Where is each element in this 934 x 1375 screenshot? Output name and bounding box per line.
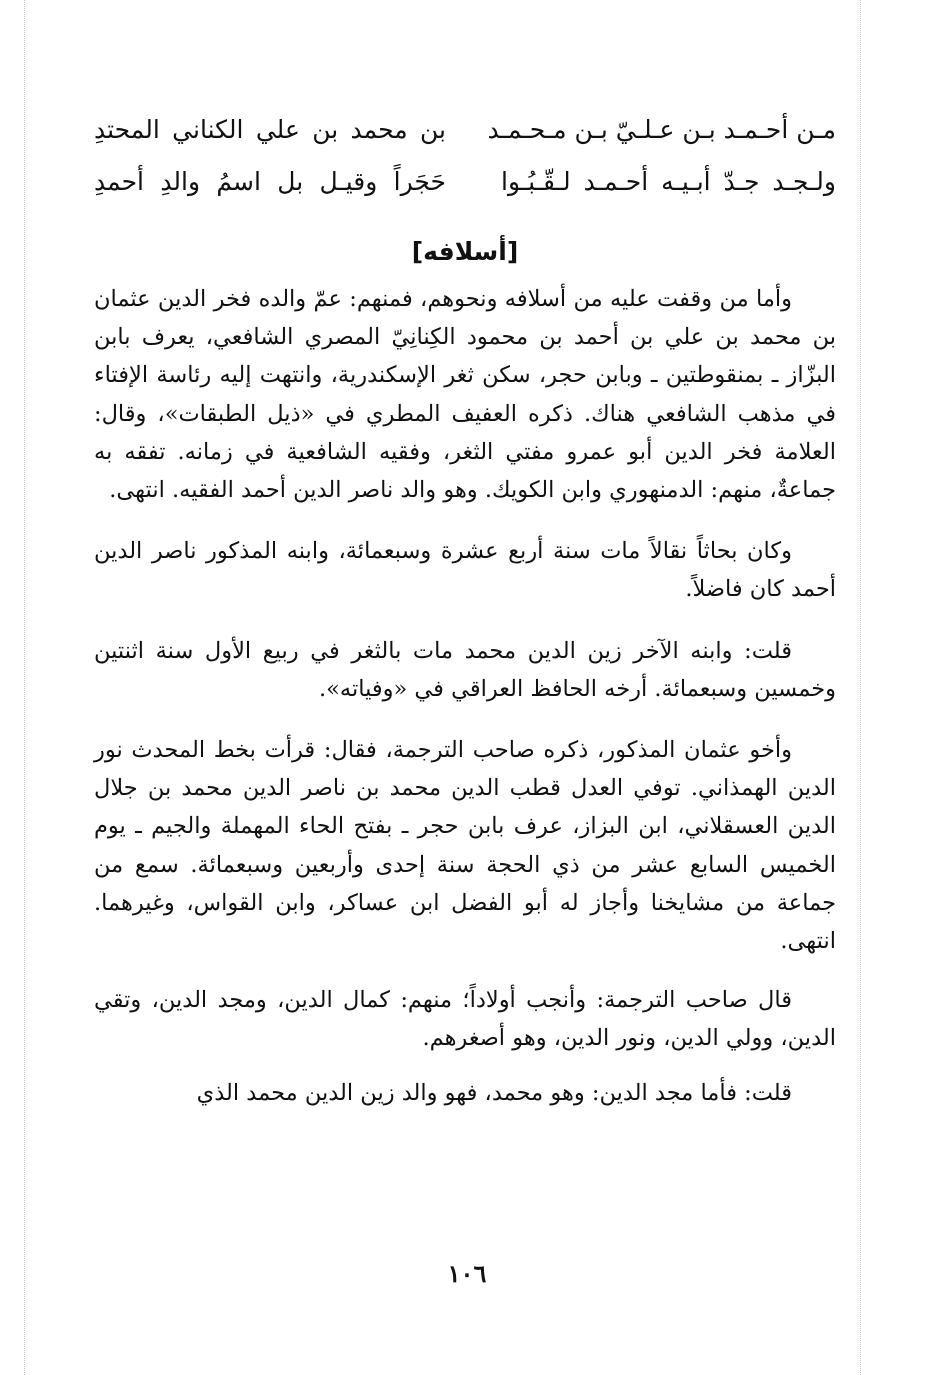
paragraph: قال صاحب الترجمة: وأنجب أولاداً؛ منهم: كمال الدين، ومجد الدين، وتقي الدين، وولي الدين، ونور الدين، وهو أصغرهم. [94, 987, 836, 1052]
paragraph: وأخو عثمان المذكور، ذكره صاحب الترجمة، فقال: قرأت بخط المحدث نور الدين الهمذاني. توفي العدل قطب الدين محمد بن ناصر الدين محمد بن جلال الدين العسقلاني، ابن البزاز، عرف بابن حجر ـ بفتح الحاء المهملة والجيم ـ يوم الخميس السابع عشر من ذي الحجة سنة إحدى وأربعين وسبعمائة. سمع من جماعة من مشايخنا وأجاز له أبو الفضل ابن عساكر، وابن القواس، وغيرهما. انتهى. [94, 737, 836, 955]
paragraph: وكان بحاثاً نقالاً مات سنة أربع عشرة وسبعمائة، وابنه المذكور ناصر الدين أحمد كان فاضلاً. [94, 538, 836, 603]
verse-first-hemistich: مـن أحـمـد بـن عـلـيّ بـن مـحـمـد [487, 115, 836, 144]
verse-first-hemistich: ولـجـد جـدّ أبـيـه أحـمـد لـقّـبُـوا [501, 167, 836, 196]
scan-edge-line [860, 0, 861, 1375]
scan-edge-line [24, 0, 25, 1375]
verse-second-hemistich: بن محمد بن علي الكناني المحتدِ [94, 115, 446, 144]
poem-verses [94, 104, 836, 216]
paragraph: قلت: فأما مجد الدين: وهو محمد، فهو والد زين الدين محمد الذي [196, 1079, 792, 1106]
page-number: ١٠٦ [447, 1259, 487, 1288]
paragraph: قلت: وابنه الآخر زين الدين محمد مات بالثغر في ربيع الأول سنة اثنتين وخمسين وسبعمائة. أرخه الحافظ العراقي في «وفياته». [94, 637, 836, 702]
section-heading: [أسلافه] [411, 237, 519, 266]
verse-line [94, 156, 836, 208]
verse-line [94, 104, 836, 156]
verse-second-hemistich: حَجَراً وقيـل بل اسمُ والدِ أحمدِ [94, 167, 446, 196]
body-text [94, 280, 836, 1112]
paragraph: وأما من وقفت عليه من أسلافه ونحوهم، فمنهم: عمّ والده فخر الدين عثمان بن محمد بن علي بن أحمد بن محمود الكِنانِيّ المصري الشافعي، يعرف بابن البزّاز ـ بمنقوطتين ـ وبابن حجر، سكن ثغر الإسكندرية، وانتهت إليه رئاسة الإفتاء في مذهب الشافعي هناك. ذكره العفيف المطري في «ذيل الطبقات»، وقال: العلامة فخر الدين أبو عمرو مفتي الثغر، وفقيه الشافعية في زمانه. تفقه به جماعةٌ، منهم: الدمنهوري وابن الكويك. وهو والد ناصر الدين أحمد الفقيه. انتهى. [94, 286, 836, 504]
